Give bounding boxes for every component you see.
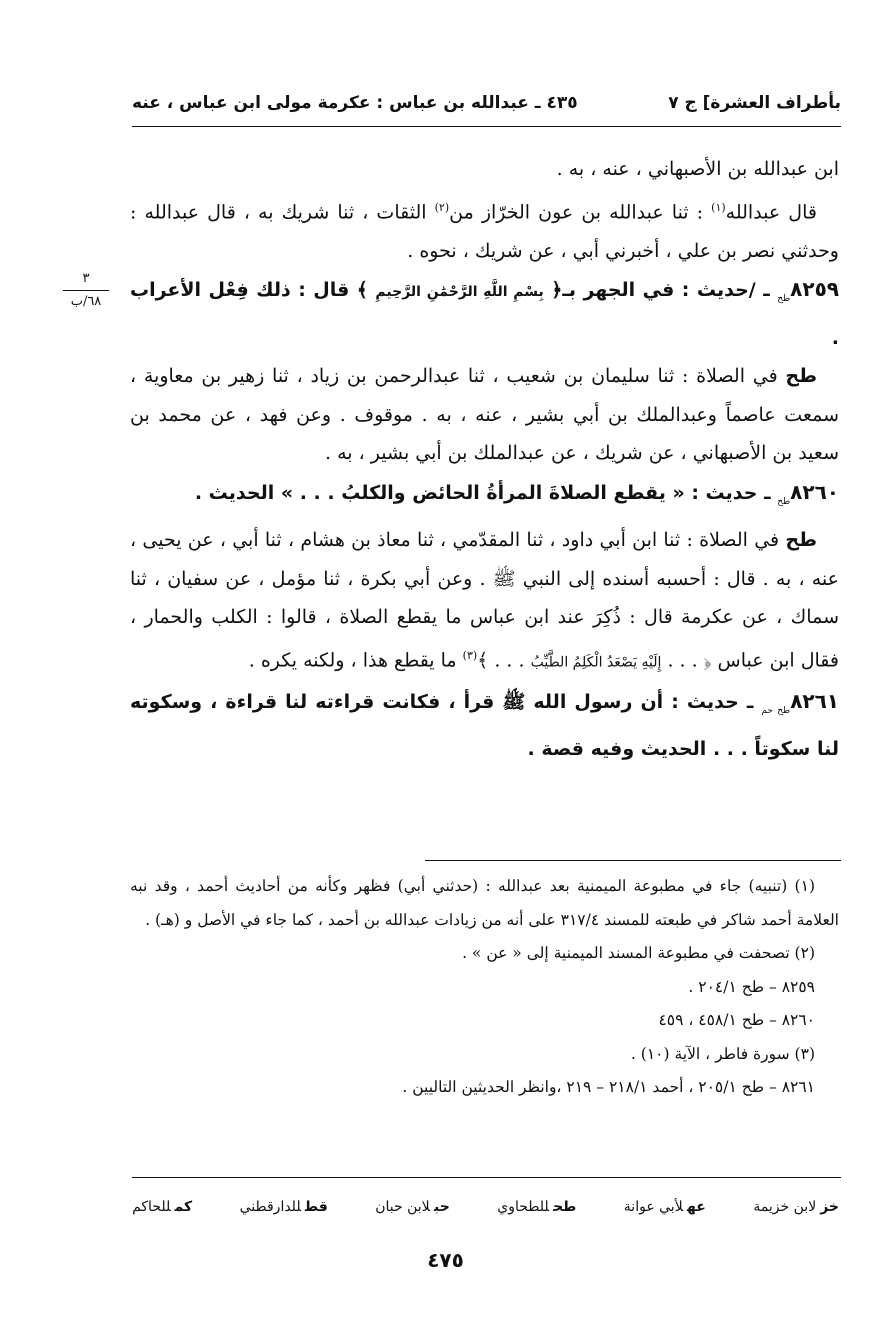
source-code: طح	[777, 496, 791, 507]
source-abbr: طح	[785, 365, 817, 388]
header-chapter: ٤٣٥ ـ عبدالله بن عباس : عكرمة مولى ابن عباس ، عنه	[132, 93, 578, 113]
paragraph: ابن عبدالله بن الأصبهاني ، عنه ، به .	[556, 158, 839, 180]
margin-note-bottom: ٦٨/ب	[70, 294, 102, 309]
footnote-reference: ٨٢٦١ – طح ٢٠٥/١ ، أحمد ٢١٨/١ – ٢١٩ ،وانظر الحديثين التاليين .	[402, 1078, 815, 1096]
source-abbr: طح	[785, 529, 817, 552]
source-code: طح حم	[761, 705, 791, 716]
footnote: (٣) سورة فاطر ، الآية (١٠) .	[630, 1044, 815, 1063]
footnote-ref[interactable]: (١)	[711, 200, 726, 214]
header-volume: بأطراف العشرة] ج ٧	[668, 93, 841, 113]
legend-item: خزلابن خزيمة	[753, 1199, 839, 1215]
legend-item: كمللحاكم	[132, 1199, 193, 1215]
page-number: ٤٧٥	[427, 1248, 464, 1272]
paragraph: قال عبدالله$^{(١)}$ : ثنا عبدالله بن عون الخرّاز من$^{(٢)}$ الثقات ، ثنا شريك به ، قال عبدالله : وحدثني نصر بن علي ، أخبرني أبي ، عن شريك ، نحوه .	[130, 200, 839, 262]
margin-manuscript-note	[56, 270, 116, 311]
hadith-number: ٨٢٦٠	[790, 479, 839, 504]
abbreviation-legend	[132, 1190, 839, 1224]
paragraph: طح في الصلاة : ثنا ابن أبي داود ، ثنا المقدّمي ، ثنا معاذ بن هشام ، ثنا أبي ، عن يحيى ، عنه ، به . قال : أحسبه أسنده إلى النبي ﷺ . وعن أبي بكرة ، ثنا مؤمل ، عن سفيان ، ثنا سماك ، عن عكرمة قال : ذُكِرَ عند ابن عباس ما يقطع الصلاة ، قالوا : الكلب والحمار ، فقال ابن عباس ﴿ . . . إِلَيْهِ يَصْعَدُ الْكَلِمُ الطَّيِّبُ . . . ﴾$^{(٣)}$ ما يقطع هذا ، ولكنه يكره .	[130, 529, 839, 672]
footnote-separator	[425, 860, 841, 861]
hadith-number: ٨٢٥٩	[790, 277, 839, 302]
footnote-ref[interactable]: (٣)	[462, 649, 478, 663]
hadith-number: ٨٢٦١	[790, 688, 840, 713]
footnote-reference: ٨٢٦٠ – طح ٤٥٨/١ ، ٤٥٩	[658, 1011, 815, 1029]
footnote: (١) (تنبيه) جاء في مطبوعة الميمنية بعد عبدالله : (حدثني أبي) فظهر وكأنه من أحاديث أحمد ، وقد نبه العلامة أحمد شاكر في طبعته للمسند ٣١٧/٤ على أنه من زيادات عبدالله بن أحمد ، كما جاء في الأصل و (هـ) .	[130, 877, 839, 929]
footnote-ref[interactable]: (٢)	[434, 200, 450, 214]
legend-item: حبلابن حبان	[375, 1199, 450, 1215]
header-rule	[132, 126, 841, 127]
footnotes	[130, 870, 839, 1105]
main-text	[130, 150, 839, 769]
footnote-reference: ٨٢٥٩ – طح ٢٠٤/١ .	[688, 977, 815, 996]
legend-item: عهلأبي عوانة	[623, 1199, 706, 1215]
margin-note-top: ٣	[82, 271, 90, 286]
quran-quote: إِلَيْهِ يَصْعَدُ الْكَلِمُ الطَّيِّبُ	[530, 654, 662, 671]
legend-item: طحللطحاوي	[497, 1199, 577, 1215]
legend-rule	[132, 1177, 841, 1178]
paragraph: طح في الصلاة : ثنا سليمان بن شعيب ، ثنا عبدالرحمن بن زياد ، ثنا زهير بن معاوية ، سمعت عاصماً وعبدالملك بن أبي بشير ، عنه ، به . موقوف . وعن فهد ، عن محمد بن سعيد بن الأصبهاني ، عن شريك ، عن عبدالملك بن أبي بشير ، به .	[130, 365, 839, 465]
hadith-entry: $٨٢٥٩_{طح}$ ـ /حديث : في الجهر بـ﴿ بِسْمِ اللَّهِ الرَّحْمَٰنِ الرَّحِيمِ ﴾ قال : ذلك فِعْل الأعراب .	[130, 277, 839, 349]
quran-quote: بِسْمِ اللَّهِ الرَّحْمَٰنِ الرَّحِيمِ	[375, 284, 544, 301]
footnote: (٢) تصحفت في مطبوعة المسند الميمنية إلى « عن » .	[462, 944, 815, 962]
legend-item: قطللدارقطني	[239, 1199, 328, 1215]
source-code: طح	[777, 293, 791, 304]
hadith-entry: $٨٢٦١_{طح حم}$ ـ حديث : أن رسول الله ﷺ قرأ ، فكانت قراءته لنا قراءة ، وسكوته لنا سكوتاً . . . الحديث وفيه قصة .	[130, 688, 840, 761]
hadith-entry: $٨٢٦٠_{طح}$ ـ حديث : « يقطع الصلاةَ المرأةُ الحائض والكلبُ . . . » الحديث .	[194, 479, 839, 507]
margin-note-divider	[63, 290, 109, 291]
running-header	[132, 88, 841, 118]
